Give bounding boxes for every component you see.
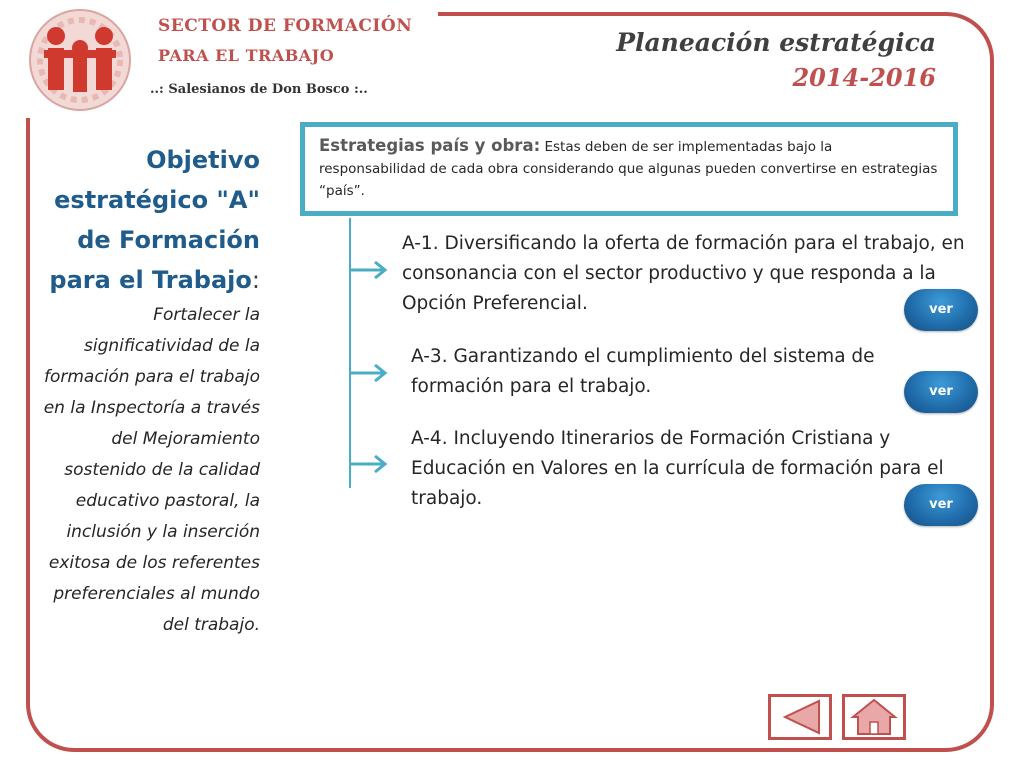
strategy-box <box>300 122 958 216</box>
logo-line-3: ..: Salesianos de Don Bosco :.. <box>150 82 368 97</box>
strategy-item-a4: A-4. Incluyendo Itinerarios de Formación Cristiana y Educación en Valores en la currícula de formación para el trabajo. <box>411 428 944 509</box>
objective-heading <box>34 140 260 300</box>
page-title-block <box>616 28 936 92</box>
strategy-lead: Estrategias país y obra: <box>319 136 541 155</box>
salesian-logo <box>26 6 134 114</box>
strategy-item-a1: A-1. Diversificando la oferta de formación para el trabajo, en consonancia con el sector productivo y que responda a la Opción Preferencial. <box>402 233 965 314</box>
strategy-item-a3: A-3. Garantizando el cumplimiento del sistema de formación para el trabajo. <box>411 346 875 397</box>
objective-body: Fortalecer la significatividad de la formación para el trabajo en la Inspectoría a través del Mejoramiento sostenido de la calidad educativo pastoral, la inclusión y la inserción exitosa de los referentes preferenciales al mundo del trabajo. <box>43 305 260 635</box>
objective-title: Objetivo estratégico "A" de Formación para el Trabajo <box>49 146 260 294</box>
arrow-right-icon <box>350 259 390 281</box>
logo-line-2: PARA EL TRABAJO <box>158 46 335 65</box>
objective-panel <box>34 140 260 641</box>
home-icon <box>845 697 903 737</box>
ver-button-a1[interactable]: ver <box>904 289 978 331</box>
page-years: 2014-2016 <box>792 63 936 92</box>
back-arrow-icon <box>771 697 829 737</box>
arrow-right-icon <box>350 362 390 384</box>
arrow-right-icon <box>350 453 390 475</box>
back-button[interactable] <box>768 694 832 740</box>
ver-button-a4[interactable]: ver <box>904 484 978 526</box>
logo-area <box>18 0 438 118</box>
page-title: Planeación estratégica <box>616 28 936 57</box>
logo-line-1: SECTOR DE FORMACIÓN <box>158 16 413 36</box>
ver-button-a3[interactable]: ver <box>904 371 978 413</box>
home-button[interactable] <box>842 694 906 740</box>
strategy-text: Estas deben de ser implementadas bajo la responsabilidad de cada obra considerando que algunas pueden convertirse en estrategias “país”. <box>319 139 938 199</box>
objective-colon: : <box>251 266 260 294</box>
